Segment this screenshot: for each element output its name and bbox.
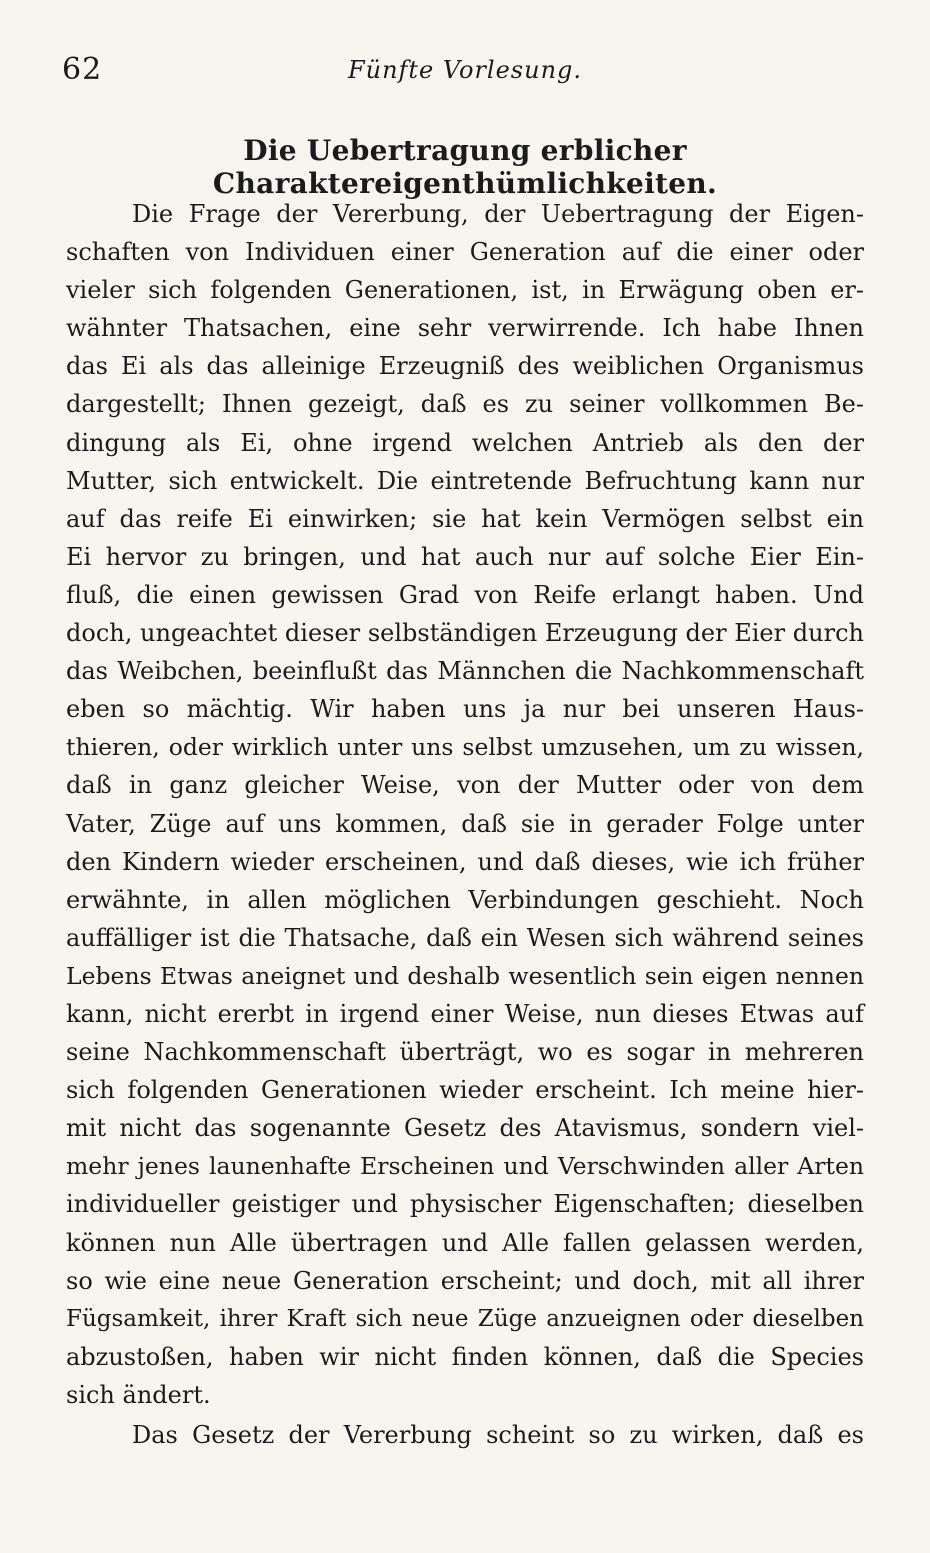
text-line: Vater, Züge auf uns kommen, daß sie in gerader Folge unter [66,809,864,838]
text-line: vieler sich folgenden Generationen, ist, in Erwägung oben er- [66,276,864,305]
paragraph-2 [66,1416,864,1454]
text-line: individueller geistiger und physischer Eigenschaften; dieselben [66,1190,864,1219]
text-line: daß in ganz gleicher Weise, von der Mutter oder von dem [66,771,864,800]
text-line: abzustoßen, haben wir nicht finden können, daß die Species [66,1342,864,1371]
text-line: erwähnte, in allen möglichen Verbindungen geschieht. Noch [66,885,864,914]
text-line: doch, ungeachtet dieser selbständigen Erzeugung der Eier durch [66,619,864,648]
text-line: sich ändert. [66,1380,211,1409]
text-line: können nun Alle übertragen und Alle fallen gelassen werden, [66,1228,864,1257]
text-line: Fügsamkeit, ihrer Kraft sich neue Züge anzueignen oder dieselben [66,1305,864,1332]
text-line: auf das reife Ei einwirken; sie hat kein Vermögen selbst ein [66,504,864,533]
text-line: fluß, die einen gewissen Grad von Reife erlangt haben. Und [66,580,864,609]
text-line: Die Frage der Vererbung, der Uebertragung der Eigen- [132,200,864,228]
page-header [62,52,868,92]
text-line: auffälliger ist die Thatsache, daß ein Wesen sich während seines [66,923,864,952]
text-line: so wie eine neue Generation erscheint; und doch, mit all ihrer [66,1266,864,1295]
text-line: kann, nicht ererbt in irgend einer Weise, nun dieses Etwas auf [66,999,864,1028]
text-line: mit nicht das sogenannte Gesetz des Atavismus, sondern viel- [66,1114,864,1143]
text-line: Das Gesetz der Vererbung scheint so zu wirken, daß es [132,1421,864,1449]
text-line: dingung als Ei, ohne irgend welchen Antrieb als den der [66,428,864,457]
text-line: das Ei als das alleinige Erzeugniß des weiblichen Organismus [66,352,864,381]
section-title: Die Uebertragung erblicher Charaktereigenthümlichkeiten. [212,134,718,200]
text-line: das Weibchen, beeinflußt das Männchen die Nachkommenschaft [66,657,864,686]
page-number: 62 [62,52,103,87]
text-line: schaften von Individuen einer Generation auf die einer oder [66,238,864,267]
text-line: mehr jenes launenhafte Erscheinen und Verschwinden aller Arten [66,1152,864,1181]
text-line: sich folgenden Generationen wieder erscheint. Ich meine hier- [66,1076,864,1105]
text-line: dargestellt; Ihnen gezeigt, daß es zu seiner vollkommen Be- [66,390,864,419]
text-line: Ei hervor zu bringen, und hat auch nur auf solche Eier Ein- [66,542,864,571]
text-line: thieren, oder wirklich unter uns selbst umzusehen, um zu wissen, [66,733,864,762]
text-line: den Kindern wieder erscheinen, und daß dieses, wie ich früher [66,847,864,876]
paragraph-1 [66,195,864,1414]
body-text [66,195,864,1454]
text-line: Lebens Etwas aneignet und deshalb wesentlich sein eigen nennen [66,961,864,990]
text-line: eben so mächtig. Wir haben uns ja nur bei unseren Haus- [66,695,864,724]
text-line: wähnter Thatsachen, eine sehr verwirrende. Ich habe Ihnen [66,314,864,343]
text-line: seine Nachkommenschaft überträgt, wo es sogar in mehreren [66,1038,864,1067]
running-head: Fünfte Vorlesung. [347,56,583,84]
text-line: Mutter, sich entwickelt. Die eintretende Befruchtung kann nur [66,466,864,495]
